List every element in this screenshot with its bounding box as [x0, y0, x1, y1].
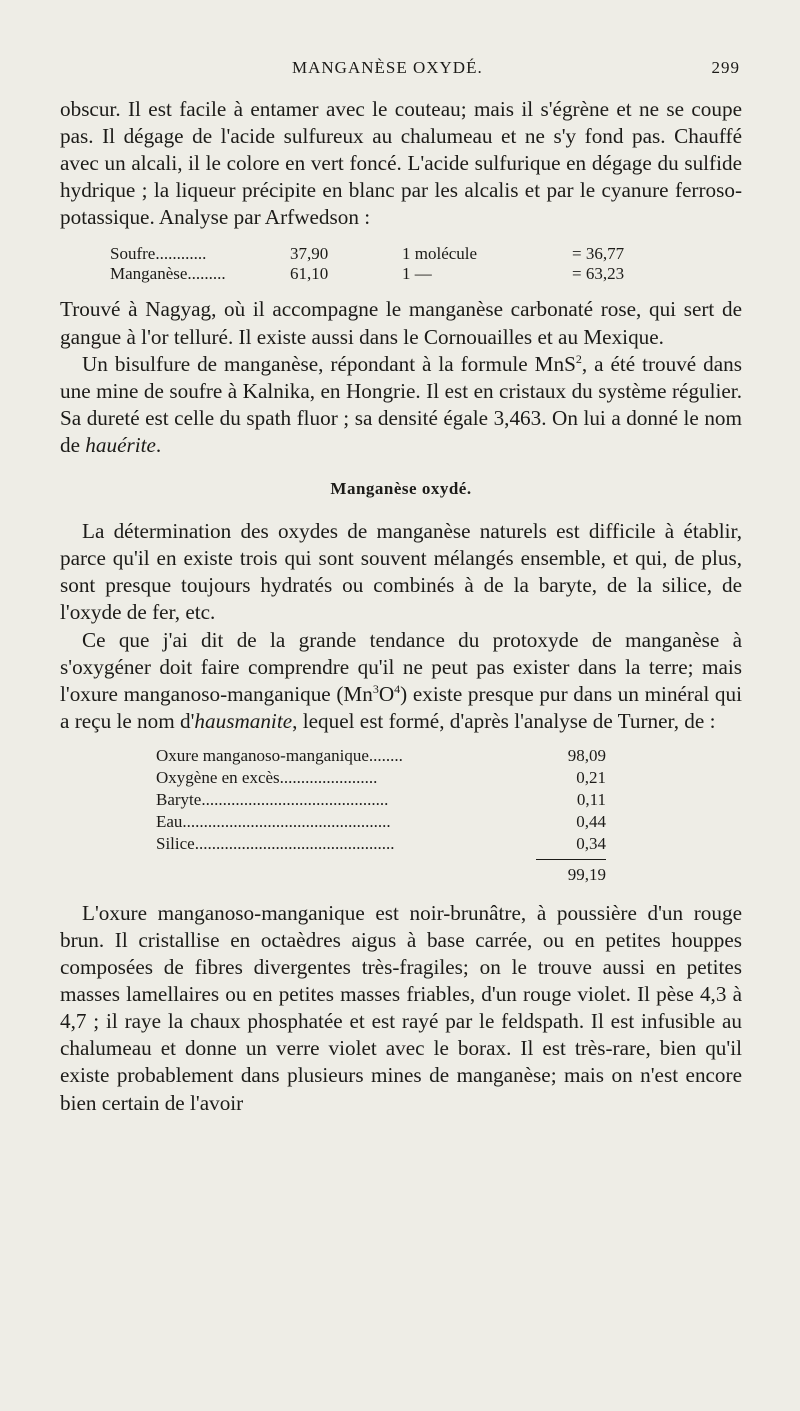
analysis-arfwedson [110, 244, 742, 284]
page-number: 299 [711, 58, 740, 77]
analysis-row [156, 833, 606, 855]
paragraph-6: L'oxure manganoso-manganique est noir-brunâtre, à poussière d'un rouge brun. Il cristallise en octaèdres aigus à base carrée, ou en petites houppes composées de fibres divergentes très-fragiles; on le trouve aussi en petites masses lamellaires ou en petites masses friables, d'un rouge violet. Il pèse 4,3 à 4,7 ; il raye la chaux phosphatée et est rayé par le feldspath. Il est infusible au chalumeau et donne un verre violet avec le borax. Il est très-rare, bien qu'il existe probablement dans plusieurs mines de manganèse; mais on n'est encore bien certain de l'avoir [60, 900, 742, 1115]
element-value: 61,10 [290, 264, 329, 284]
element-name: Soufre............ [110, 244, 207, 264]
analysis-row [156, 767, 606, 789]
component-name: Oxure manganoso-manganique........ [156, 745, 403, 765]
paragraph-4: La détermination des oxydes de manganèse naturels est difficile à établir, parce qu'il en existe trois qui sont souvent mélangés ensemble, et qui, de plus, sont presque toujours hydratés ou combinés à de la baryte, de la silice, de l'oxyde de fer, etc. [60, 519, 742, 625]
analysis-row [156, 811, 606, 833]
page-body [60, 96, 742, 1117]
molecule-count: 1 — [402, 264, 432, 284]
paragraph-5 [60, 627, 742, 735]
p5-superscript-2: 4 [394, 681, 401, 696]
p3-mineral-name: hauérite [85, 432, 156, 457]
paragraph-3 [60, 351, 742, 459]
p5-text-b: ) existe presque pur dans un minéral qui a reçu le nom d' [60, 681, 742, 733]
p3-text-b: , a été trouvé dans une mine de soufre à Kalnika, en Hongrie. Il est en cristaux du système régulier. Sa dureté est celle du spath fluor ; sa densité égale 3,463. On lui a donné le nom de [60, 351, 742, 457]
component-value: 0,11 [576, 789, 606, 809]
p3-superscript: 2 [575, 351, 582, 366]
section-title: Manganèse oxydé. [330, 479, 472, 499]
total-value: 99,19 [536, 859, 606, 886]
component-name: Silice............................................... [156, 833, 395, 853]
element-name: Manganèse......... [110, 264, 226, 284]
analysis-row [156, 789, 606, 811]
p5-text-a: Ce que j'ai dit de la grande tendance du protoxyde de manganèse à s'oxygéner doit faire comprendre qu'il ne peut pas exister dans la terre; mais l'oxure manganoso-manganique (Mn [60, 627, 742, 706]
element-value: 37,90 [290, 244, 329, 264]
analysis-row [156, 745, 606, 767]
p3-text-c: . [155, 432, 162, 457]
component-name: Oxygène en excès....................... [156, 767, 378, 787]
p5-text-mid: O [378, 681, 395, 706]
analysis-total [156, 859, 606, 886]
analysis-row [110, 244, 742, 264]
component-value: 0,44 [576, 811, 606, 831]
molecule-value: = 63,23 [572, 264, 625, 284]
component-value: 0,34 [576, 833, 606, 853]
molecule-value: = 36,77 [572, 244, 625, 264]
paragraph-2: Trouvé à Nagyag, où il accompagne le manganèse carbonaté rose, qui sert de gangue à l'or telluré. Il existe aussi dans le Cornouailles et au Mexique. [60, 297, 742, 349]
component-value: 0,21 [576, 767, 606, 787]
running-head-title: MANGANÈSE OXYDÉ. [292, 58, 483, 77]
p5-superscript-1: 3 [372, 681, 379, 696]
p5-text-c: , lequel est formé, d'après l'analyse de Turner, de : [292, 708, 716, 733]
analysis-turner [156, 745, 606, 886]
component-name: Baryte............................................ [156, 789, 389, 809]
analysis-row [110, 264, 742, 284]
paragraph-1: obscur. Il est facile à entamer avec le couteau; mais il s'égrène et ne se coupe pas. Il dégage de l'acide sulfureux au chalumeau et ne s'y fond pas. Chauffé avec un alcali, il le colore en vert foncé. L'acide sulfurique en dégage du sulfide hydrique ; la liqueur précipite en blanc par les alcalis et par le cyanure ferroso-potassique. Analyse par Arfwedson : [60, 97, 742, 230]
molecule-count: 1 molécule [402, 244, 478, 264]
p3-text-a: Un bisulfure de manganèse, répondant à la formule MnS [82, 351, 576, 376]
component-value: 98,09 [567, 745, 606, 765]
component-name: Eau................................................. [156, 811, 391, 831]
p5-mineral-name: hausmanite [194, 708, 293, 733]
